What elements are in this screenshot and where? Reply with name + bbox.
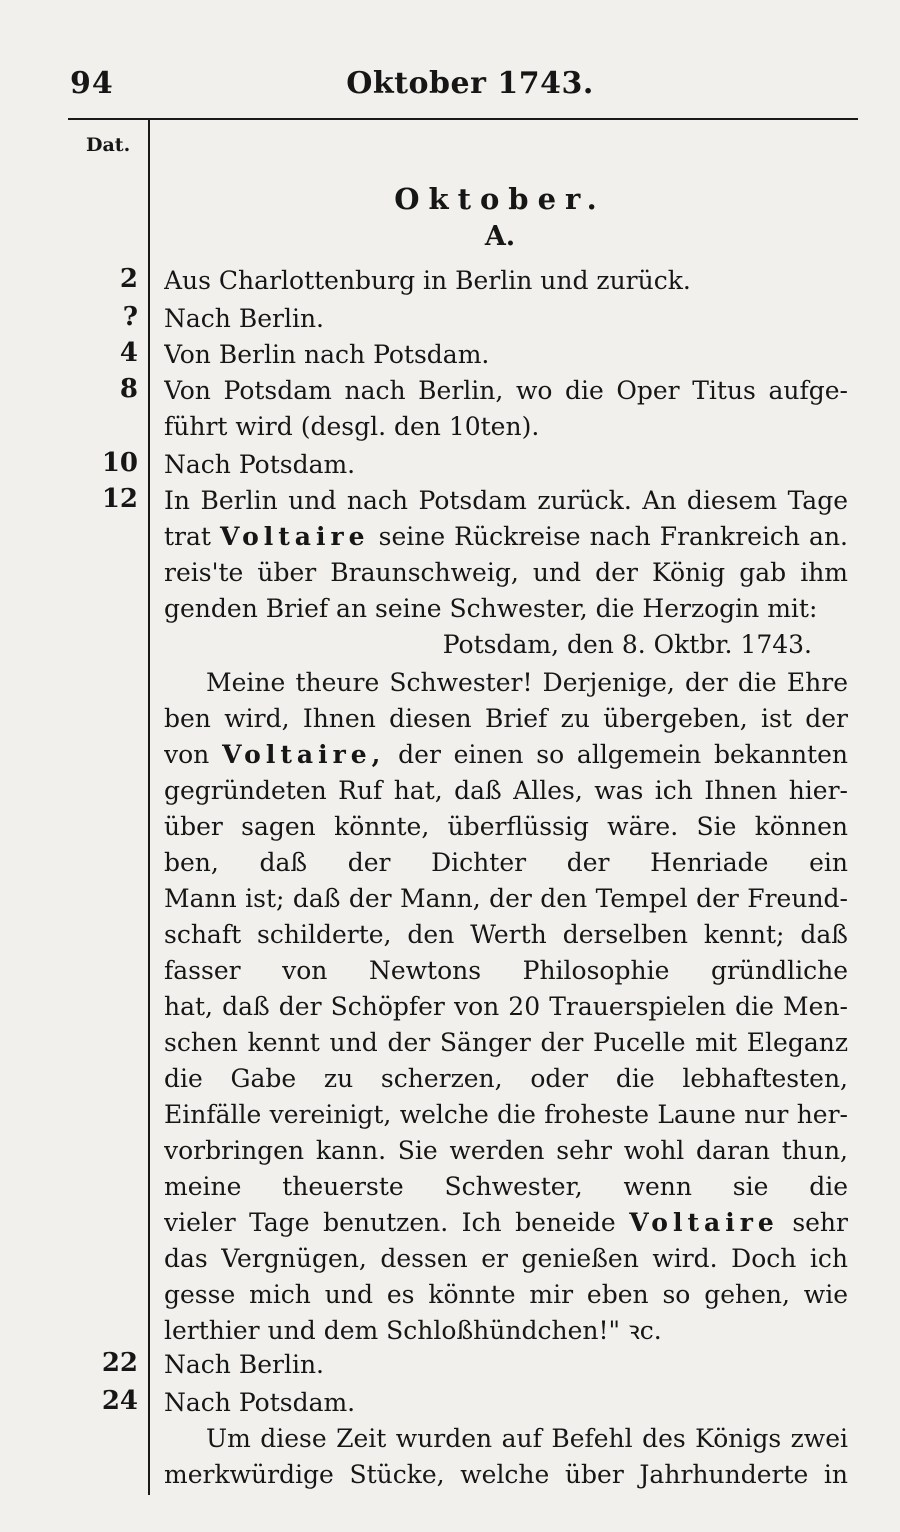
text-line: Mann ist; daß der Mann, der den Tempel der Freund-	[164, 884, 848, 913]
text-line: Von Berlin nach Potsdam.	[164, 340, 490, 369]
text-line: hat, daß der Schöpfer von 20 Trauerspielen die Men-	[164, 992, 848, 1021]
text-line: schen kennt und der Sänger der Pucelle mit Eleganz	[164, 1028, 848, 1057]
page-number: 94	[70, 66, 114, 101]
letter-dateline: Potsdam, den 8. Oktbr. 1743.	[442, 630, 812, 659]
section-title: Oktober.	[394, 182, 606, 216]
text-line: reis'te über Braunschweig, und der König gab ihm	[164, 558, 848, 587]
text-line: die Gabe zu scherzen, oder die lebhaftesten,	[164, 1064, 848, 1093]
name-voltaire: Voltaire	[629, 1208, 779, 1237]
text-fragment: vieler Tage benutzen. Ich beneide	[164, 1208, 616, 1237]
name-voltaire: Voltaire,	[222, 740, 386, 769]
text-line: gegründeten Ruf hat, daß Alles, was ich Ihnen hier-	[164, 776, 848, 805]
text-line: meine theuerste Schwester, wenn sie die	[164, 1172, 848, 1201]
section-subtitle: A.	[484, 221, 516, 252]
text-fragment: sehr	[792, 1208, 848, 1237]
text-line: führt wird (desgl. den 10ten).	[164, 412, 540, 441]
text-line: ben, daß der Dichter der Henriade ein	[164, 848, 848, 877]
text-line: Aus Charlottenburg in Berlin und zurück.	[164, 266, 691, 295]
page-header	[70, 66, 870, 110]
text-line: Einfälle vereinigt, welche die froheste Laune nur her-	[164, 1100, 848, 1129]
text-line: über sagen könnte, überflüssig wäre. Sie können	[164, 812, 848, 841]
day-number: 12	[101, 484, 138, 514]
day-number: 2	[119, 264, 138, 294]
day-number: 8	[119, 374, 138, 404]
text-line: Nach Potsdam.	[164, 1388, 356, 1417]
text-line: Nach Berlin.	[164, 304, 324, 333]
text-line: fasser von Newtons Philosophie gründliche	[164, 956, 848, 985]
name-voltaire: Voltaire	[219, 522, 370, 551]
text-line: ben wird, Ihnen diesen Brief zu übergeben, ist der	[164, 704, 848, 733]
text-line: Meine theure Schwester! Derjenige, der die Ehre	[206, 668, 848, 697]
day-number: 24	[101, 1386, 138, 1416]
text-line	[164, 738, 848, 772]
text-fragment: trat	[164, 522, 211, 551]
day-number: 4	[119, 338, 138, 368]
text-line: Von Potsdam nach Berlin, wo die Oper Titus aufge-	[164, 376, 848, 405]
top-rule	[68, 118, 858, 120]
text-line: das Vergnügen, dessen er genießen wird. Doch ich	[164, 1244, 848, 1273]
column-divider	[148, 120, 150, 1495]
text-line: In Berlin und nach Potsdam zurück. An diesem Tage	[164, 486, 848, 515]
text-line: gesse mich und es könnte mir eben so gehen, wie	[164, 1280, 848, 1309]
day-number: 10	[101, 448, 138, 478]
text-fragment: seine Rückreise nach Frankreich an.	[378, 522, 848, 551]
text-line: Nach Potsdam.	[164, 450, 356, 479]
text-line: Um diese Zeit wurden auf Befehl des Königs zwei	[206, 1424, 848, 1453]
text-line: genden Brief an seine Schwester, die Herzogin mit:	[164, 594, 818, 623]
text-fragment: der einen so allgemein bekannten	[398, 740, 848, 769]
text-line	[164, 1206, 848, 1240]
text-line	[164, 520, 848, 554]
day-number: ?	[122, 302, 138, 332]
running-title: Oktober 1743.	[346, 66, 594, 101]
text-line: schaft schilderte, den Werth derselben kennt; daß	[164, 920, 848, 949]
text-fragment: von	[164, 740, 210, 769]
date-column-label: Dat.	[86, 134, 131, 156]
text-line: lerthier und dem Schloßhündchen!" ꝛc.	[164, 1316, 662, 1345]
day-number: 22	[101, 1348, 138, 1378]
text-line: vorbringen kann. Sie werden sehr wohl daran thun,	[164, 1136, 848, 1165]
text-line: merkwürdige Stücke, welche über Jahrhunderte in	[164, 1460, 848, 1489]
text-line: Nach Berlin.	[164, 1350, 324, 1379]
